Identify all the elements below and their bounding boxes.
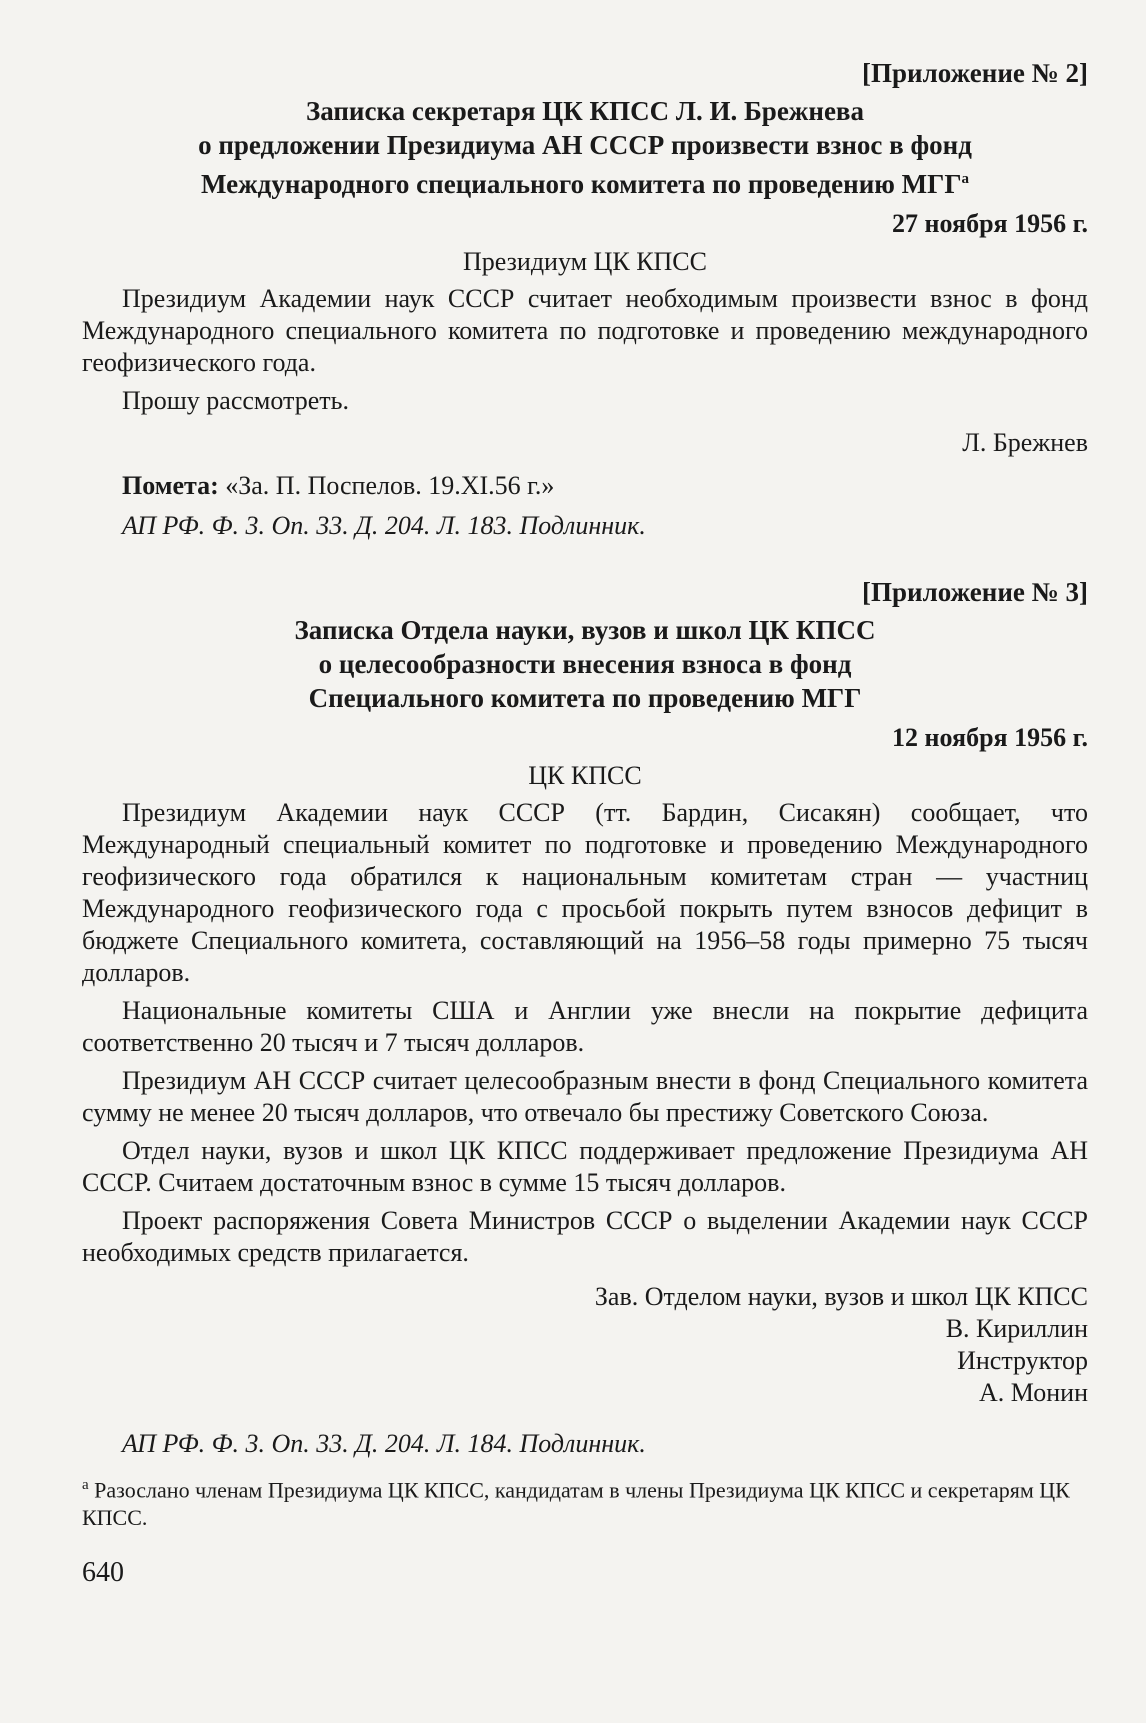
mark-text: «За. П. Поспелов. 19.XI.56 г.» <box>225 471 555 500</box>
appendix-3-paragraph: Проект распоряжения Совета Министров СССР о выделении Академии наук СССР необходимых средств прилагается. <box>82 1206 1088 1267</box>
footnote-mark: а <box>82 1477 89 1493</box>
appendix-3-title-line: Специального комитета по проведению МГГ <box>308 683 862 713</box>
appendix-3-title-line: Записка Отдела науки, вузов и школ ЦК КПСС <box>294 615 876 645</box>
appendix-3-paragraph: Президиум АН СССР считает целесообразным внести в фонд Специального комитета сумму не менее 20 тысяч долларов, что отвечало бы престижу Советского Союза. <box>82 1066 1088 1127</box>
appendix-2-label: [Приложение № 2] <box>862 58 1088 88</box>
appendix-2-paragraph: Прошу рассмотреть. <box>122 386 349 415</box>
footnote-reference: а <box>961 171 969 187</box>
appendix-2-title-line: Записка секретаря ЦК КПСС Л. И. Брежнева <box>305 96 865 126</box>
appendix-3-signature-position: Инструктор <box>957 1346 1088 1375</box>
appendix-3-paragraph: Президиум Академии наук СССР (тт. Бардин, Сисакян) сообщает, что Международный специальный комитет по подготовке и проведению Международного геофизического года обратился к национальным комитетам стран — участниц Международного геофизического года с просьбой покрыть путем взносов дефицит в бюджете Специального комитета, составляющий на 1956–58 годы примерно 75 тысяч долларов. <box>82 798 1088 987</box>
appendix-2-paragraph: Президиум Академии наук СССР считает необходимым произвести взнос в фонд Международного специального комитета по подготовке и проведению международного геофизического года. <box>82 284 1088 377</box>
appendix-3-signature-name: В. Кириллин <box>945 1314 1088 1343</box>
appendix-2-mark <box>82 469 1088 503</box>
appendix-3-paragraph: Национальные комитеты США и Англии уже внесли на покрытие дефицита соответственно 20 тысяч и 7 тысяч долларов. <box>82 996 1088 1057</box>
appendix-3-label: [Приложение № 3] <box>862 577 1088 607</box>
appendix-3-source: АП РФ. Ф. 3. Оп. 33. Д. 204. Л. 184. Подлинник. <box>122 1429 646 1458</box>
appendix-2-title-line <box>82 162 1088 201</box>
footnote-text: Разослано членам Президиума ЦК КПСС, кандидатам в члены Президиума ЦК КПСС и секретарям ЦК КПСС. <box>82 1477 1070 1531</box>
page-number: 640 <box>82 1557 124 1589</box>
footnote <box>82 1471 1088 1532</box>
mark-label: Помета: <box>122 471 219 500</box>
appendix-3-title-line: о целесообразности внесения взноса в фонд <box>318 649 852 679</box>
appendix-2-title-line-text: Международного специального комитета по проведению МГГ <box>200 169 962 199</box>
appendix-3-title <box>82 613 1088 715</box>
appendix-2-addressee: Президиум ЦК КПСС <box>463 247 707 276</box>
appendix-2-date: 27 ноября 1956 г. <box>892 209 1088 238</box>
appendix-3-date: 12 ноября 1956 г. <box>892 723 1088 752</box>
appendix-2-signature: Л. Брежнев <box>962 428 1088 457</box>
appendix-3-signature-name: А. Монин <box>979 1378 1088 1407</box>
appendix-2-title <box>82 94 1088 201</box>
appendix-2-source: АП РФ. Ф. 3. Оп. 33. Д. 204. Л. 183. Подлинник. <box>122 511 646 540</box>
appendix-3-addressee: ЦК КПСС <box>528 761 642 790</box>
appendix-3-signature-position: Зав. Отделом науки, вузов и школ ЦК КПСС <box>594 1282 1088 1311</box>
appendix-3-paragraph: Отдел науки, вузов и школ ЦК КПСС поддерживает предложение Президиума АН СССР. Считаем достаточным взнос в сумме 15 тысяч долларов. <box>82 1136 1088 1197</box>
appendix-2-title-line: о предложении Президиума АН СССР произвести взнос в фонд <box>198 130 972 160</box>
